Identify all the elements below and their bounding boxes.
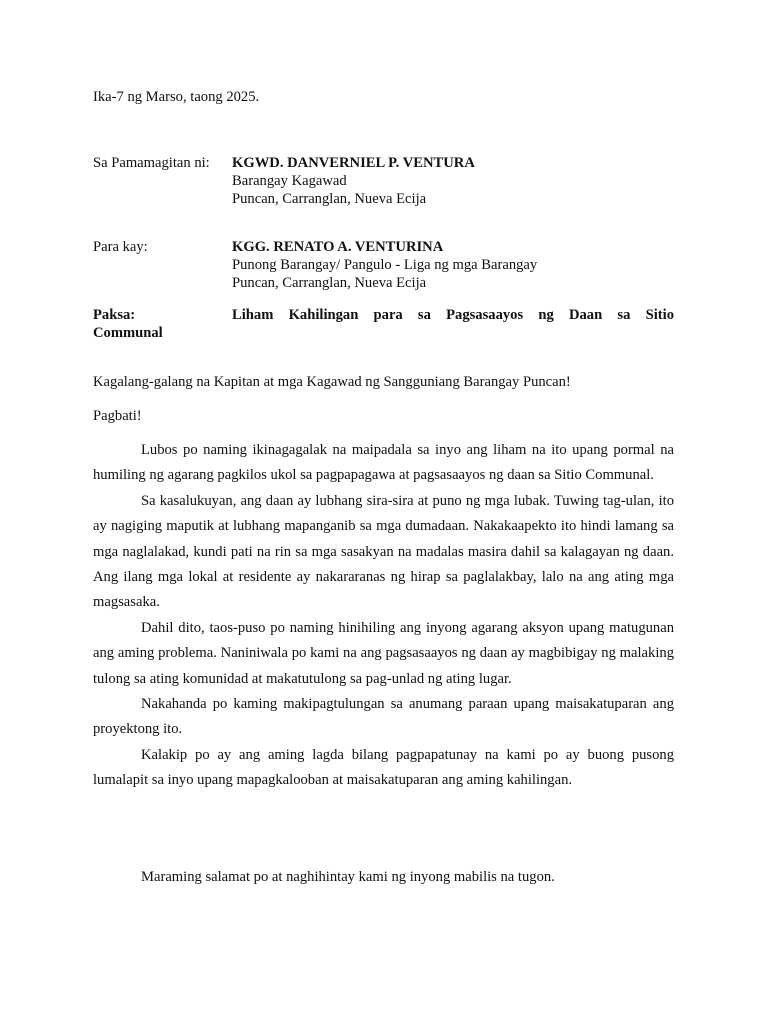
via-address: Puncan, Carranglan, Nueva Ecija [232, 191, 427, 207]
recipient-details [232, 238, 674, 292]
greeting: Pagbati! [93, 408, 142, 424]
recipient-name: KGG. RENATO A. VENTURINA [232, 239, 444, 255]
via-name: KGWD. DANVERNIEL P. VENTURA [232, 155, 475, 171]
letter-page [93, 0, 674, 1024]
body-paragraph: Kalakip po ay ang aming lagda bilang pagpapatunay na kami po ay buong pusong lumalapit sa inyo upang mapagkalooban at maisakatuparan ang aming kahilingan. [93, 746, 674, 789]
via-label: Sa Pamamagitan ni: [93, 155, 210, 171]
via-position: Barangay Kagawad [232, 173, 347, 189]
recipient-label: Para kay: [93, 239, 148, 255]
subject-label: Paksa: [93, 307, 136, 323]
via-details [232, 154, 674, 208]
letter-date: Ika-7 ng Marso, taong 2025. [93, 89, 260, 105]
recipient-position: Punong Barangay/ Pangulo - Liga ng mga Barangay [232, 257, 538, 273]
body-paragraph: Nakahanda po kaming makipagtulungan sa anumang paraan upang maisakatuparan ang proyektong ito. [93, 696, 674, 738]
body-paragraph: Lubos po naming ikinagagalak na maipadala sa inyo ang liham na ito upang pormal na humiling ng agarang pagkilos ukol sa pagpapagawa at pagsasaayos ng daan sa Sitio Communal. [93, 442, 674, 484]
subject-text-continuation: Communal [93, 325, 163, 341]
subject-text: Liham Kahilingan para sa Pagsasaayos ng Daan sa Sitio [232, 307, 674, 323]
body-paragraph: Dahil dito, taos-puso po naming hinihiling ang inyong agarang aksyon upang matugunan ang aming problema. Naniniwala po kami na ang pagsasaayos ng daan ay magbibigay ng malaking tulong sa ating komunidad at makatutulong sa pag-unlad ng ating lugar. [93, 619, 674, 687]
letter-body [93, 438, 674, 794]
body-paragraph: Sa kasalukuyan, ang daan ay lubhang sira-sira at puno ng mga lubak. Tuwing tag-ulan, ito ay nagiging maputik at lubhang mapanganib sa mga dumadaan. Nakakaapekto ito hindi lamang sa mga naglalakad, kundi pati na rin sa mga sasakyan na madalas masira dahil sa kalagayan ng daan. Ang ilang mga lokal at residente ay nakararanas ng hirap sa paglalakbay, lalo na ang ating mga magsasaka. [93, 492, 674, 611]
salutation: Kagalang-galang na Kapitan at mga Kagawad ng Sangguniang Barangay Puncan! [93, 374, 571, 390]
closing-line: Maraming salamat po at naghihintay kami ng inyong mabilis na tugon. [141, 869, 555, 885]
recipient-address: Puncan, Carranglan, Nueva Ecija [232, 275, 427, 291]
